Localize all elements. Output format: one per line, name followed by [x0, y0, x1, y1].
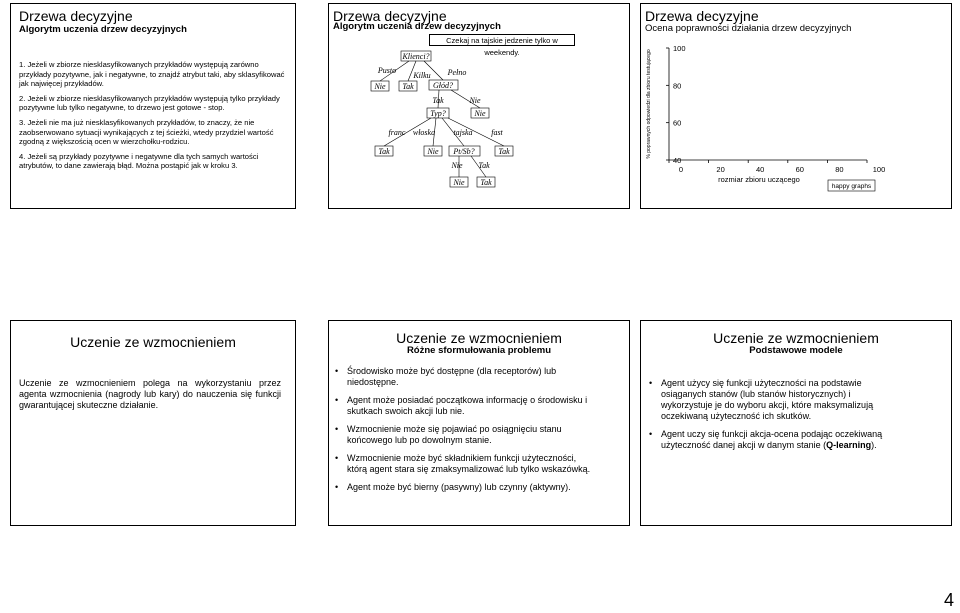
x-tick-label: 80 [835, 165, 844, 174]
models-list [649, 378, 889, 458]
condition-box: Czekaj na tajskie jedzenie tylko w weekendy. [429, 34, 575, 46]
slide-subtitle: Algorytm uczenia drzew decyzyjnych [19, 24, 187, 35]
slide-reinforcement-learning-formulations [328, 320, 630, 526]
list-item [649, 429, 889, 451]
slide-decision-tree-example [328, 3, 630, 209]
bullet-icon: • [335, 424, 339, 434]
list-item [649, 378, 889, 422]
tree-leaf-tak: Tak [480, 178, 492, 187]
list-item-text: Agent może być bierny (pasywny) lub czynny (aktywny). [347, 482, 571, 492]
x-tick-label: 100 [872, 165, 886, 174]
chart-ylabel: % poprawnych odpowiedzi dla zbioru testującego [646, 49, 652, 159]
slide-reinforcement-learning-models [640, 320, 952, 526]
formulations-list [335, 366, 597, 500]
tree-edge-tajska: tajska [453, 128, 473, 137]
page-number: 4 [943, 590, 954, 610]
list-item [335, 424, 597, 446]
bullet-icon: • [335, 482, 339, 492]
slide-title: Uczenie ze wzmocnieniem [396, 330, 562, 346]
algorithm-step: 2. Jeżeli w zbiorze niesklasyfikowanych przykładów występują tylko przykłady pozytywne lub tylko negatywne, to drzewo jest gotowe - stop. [19, 93, 280, 113]
tree-edge-nie: Nie [469, 96, 481, 105]
tree-leaf-nie: Nie [427, 147, 439, 156]
tree-leaf-tak: Tak [402, 82, 414, 91]
tree-edge-wloska: włoska [412, 128, 436, 137]
tree-edge-fast: fast [491, 128, 503, 137]
learning-curve-chart [641, 4, 951, 208]
list-item-text: Środowisko może być dostępne (dla receptorów) lub niedostępne. [347, 366, 557, 387]
bullet-icon: • [335, 366, 339, 376]
tree-leaf-nie: Nie [453, 178, 465, 187]
bullet-icon: • [335, 395, 339, 405]
tree-leaf-tak: Tak [498, 147, 510, 156]
tree-node-typ: Typ? [430, 109, 446, 118]
slide-title: Uczenie ze wzmocnieniem [713, 330, 879, 346]
algorithm-step: 4. Jeżeli są przykłady pozytywne i negatywne dla tych samych wartości atrybutów, to dane zawierają błąd. Można postąpić jak w kroku 3. [19, 151, 259, 171]
list-item-text: Agent może posiadać początkowa informację o środowisku i skutkach swoich akcji lub nie. [347, 395, 588, 416]
x-tick-label: 20 [716, 165, 725, 174]
definition-paragraph: Uczenie ze wzmocnieniem polega na wykorzystaniu przez agenta wzmocnienia (nagrody lub kary) do nauczenia się funkcji gwarantującej skuteczne działanie. [19, 378, 281, 410]
list-item-text: Wzmocnienie może się pojawiać po osiągnięciu stanu końcowego lub po dowolnym stanie. [347, 424, 562, 445]
tree-edge-franc: franc [388, 128, 406, 137]
y-tick-label: 80 [673, 81, 682, 91]
q-learning-term: Q-learning [826, 440, 872, 450]
bullet-icon: • [649, 429, 653, 439]
list-item-end: ). [871, 440, 877, 450]
tree-edge-tak: Tak [478, 161, 490, 170]
tree-leaf-nie: Nie [374, 82, 386, 91]
tree-leaf-tak: Tak [378, 147, 390, 156]
slide-decision-tree-evaluation [640, 3, 952, 209]
slide-subtitle: Różne sformułowania problemu [406, 345, 552, 356]
slide-title: Drzewa decyzyjne [333, 8, 447, 24]
list-item [335, 366, 597, 388]
bullet-icon: • [335, 453, 339, 463]
slide-title: Uczenie ze wzmocnieniem [70, 334, 236, 350]
chart-xlabel: rozmiar zbioru uczącego [718, 175, 800, 184]
tree-leaf-nie: Nie [474, 109, 486, 118]
algorithm-step: 3. Jeżeli nie ma już niesklasyfikowanych przykładów, to znaczy, że nie zaobserwowano sytuacji wynikających z tej ścieżki, wtedy przydziel wartość zgodną z większością ocen w wierzchołku-rodzicu. [19, 117, 274, 147]
list-item [335, 482, 597, 493]
algorithm-steps [19, 60, 287, 176]
y-tick-label: 40 [673, 156, 682, 165]
tree-edge-pelno: Pełno [447, 68, 467, 77]
x-tick-label: 0 [678, 165, 684, 174]
tree-edge-kilku: Kilku [413, 71, 431, 80]
slide-subtitle: Podstawowe modele [749, 345, 843, 356]
list-item-text: Agent uczy się funkcji akcja-ocena podając oczekiwaną użyteczność danej akcji w danym stanie ( [661, 429, 883, 450]
list-item [335, 395, 597, 417]
x-tick-label: 60 [795, 165, 804, 174]
tree-edge-tak: Tak [432, 96, 444, 105]
tree-node-glod: Głód? [433, 81, 453, 90]
algorithm-step: 1. Jeżeli w zbiorze niesklasyfikowanych przykładów występują zarówno przykłady pozytywne, jak i negatywne, to znajdź atrybut taki, aby sklasyfikować jak najwięcej przykładów. [19, 60, 285, 89]
tree-node-klienci: Klienci? [402, 52, 430, 61]
x-tick-label: 40 [756, 165, 765, 174]
y-tick-label: 60 [673, 118, 682, 128]
slide-subtitle: Ocena poprawności działania drzew decyzyjnych [645, 23, 852, 34]
slide-title: Drzewa decyzyjne [19, 8, 133, 24]
list-item-text: Wzmocnienie może być składnikiem funkcji użyteczności, którą agent stara się zmaksymalizować lub tylko wskazówką. [347, 453, 591, 474]
slide-title: Drzewa decyzyjne [645, 8, 759, 24]
happy-graphs-badge: happy graphs [831, 183, 872, 190]
slide-subtitle: Algorytm uczenia drzew decyzyjnych [333, 21, 501, 32]
tree-edge-nie: Nie [451, 161, 463, 170]
slide-decision-tree-algorithm [10, 3, 296, 209]
y-tick-label: 100 [673, 44, 686, 53]
tree-edge-pusto: Pusto [377, 66, 397, 75]
tree-node-ptsb: Pt/Sb? [453, 147, 475, 156]
list-item [335, 453, 597, 475]
list-item-text: Agent użycy się funkcji użyteczności na podstawie osiąganych stanów (lub stanów historycznych) i wykorzystuje je do wyboru akcji, które maksymalizują oczekiwaną użyteczność ich skutków. [661, 378, 874, 421]
decision-tree-diagram [329, 4, 629, 208]
slide-reinforcement-learning-intro [10, 320, 296, 526]
bullet-icon: • [649, 378, 653, 388]
